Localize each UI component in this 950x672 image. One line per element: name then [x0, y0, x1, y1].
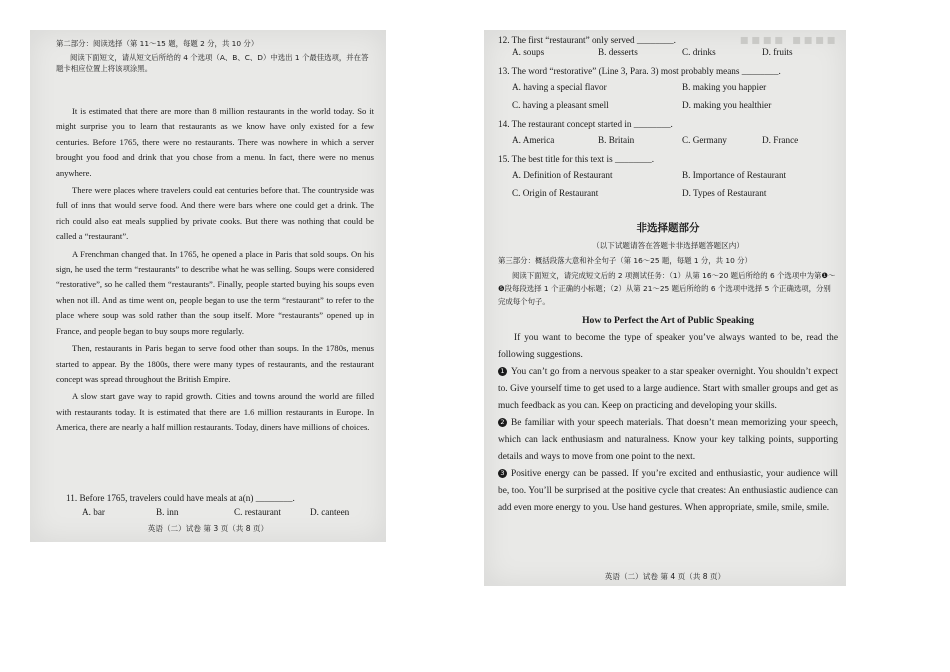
- non-choice-section: [498, 220, 838, 517]
- question-12-stem: 12. The first “restaurant” only served ________.: [498, 35, 676, 45]
- number-1-icon: 1: [498, 367, 507, 376]
- watermark-mark: ▪▪▪▪ ▪▪▪▪: [739, 32, 838, 48]
- question-15-options-row1: [498, 170, 838, 184]
- passage-paragraph-3: A Frenchman changed that. In 1765, he opened a place in Paris that sold soups. On his sign, he used the term “restaurants” to describe what he was selling. Soups were considered “restorative”, so he called them “restaurants”. Finally, people started buying his soups even when not ill. And as time went on, people began to use the term “restaurant” to refer to the place where soup was sold rather than the soup itself. More “restaurants” opened up in France, and people began to buy soups more regularly.: [56, 248, 374, 336]
- point-text: You can’t go from a nervous speaker to a star speaker overnight. You shouldn’t expect to. Give yourself time to get used to a large audience. Start with smaller groups and get as much feedback as you can. Keep on practicing and developing your skills.: [498, 367, 838, 411]
- question-14-options: [498, 135, 838, 149]
- question-13-options-row1: [498, 82, 838, 96]
- article-point-3: [498, 466, 838, 517]
- passage-paragraph-4: Then, restaurants in Paris began to serve food other than soups. In the 1780s, menus started to appear. By the 1800s, there were many types of restaurants, and the restaurant concept was spread throughout the British Empire.: [56, 343, 374, 384]
- part3-instruction: 阅读下面短文，请完成短文后的 2 项测试任务：（1）从第 16～20 题后所给的 6 个选项中为第❶～❺段每段选择 1 个正确的小标题；（2）从第 21～25 题后所给的 6 个选项中选择 5 个正确选项，分别完成每个句子。: [498, 271, 836, 306]
- left-content: [56, 38, 374, 436]
- option-b: B. Britain: [598, 135, 635, 145]
- passage-paragraph-5: A slow start gave way to rapid growth. Cities and towns around the world are filled with restaurants today. It is estimated that there are 1.6 million restaurants in Europe. In America, there are nearly a half million restaurants. Today, diners have millions of choices.: [56, 391, 374, 433]
- point-text: Be familiar with your speech materials. That doesn’t mean memorizing your speech, which can lack enthusiasm and naturalness. Know your key talking points, supporting details and ways to move from one point to the next.: [498, 418, 838, 462]
- option-c: C. Germany: [682, 135, 727, 145]
- option-b: B. Importance of Restaurant: [682, 170, 787, 180]
- option-a: A. having a special flavor: [512, 82, 607, 92]
- question-13-stem: 13. The word “restorative” (Line 3, Para. 3) most probably means ________.: [498, 66, 781, 76]
- section-title: 非选择题部分: [636, 222, 700, 234]
- article-intro: If you want to become the type of speaker you’ve always wanted to be, read the following suggestions.: [498, 333, 838, 360]
- option-b: B. desserts: [598, 47, 638, 57]
- option-c: C. drinks: [682, 47, 716, 57]
- page-footer: 英语（二）试卷 第 3 页（共 8 页）: [147, 524, 269, 533]
- number-2-icon: 2: [498, 418, 507, 427]
- question-11: [66, 492, 376, 521]
- question-12-options: [498, 47, 838, 61]
- number-3-icon: 3: [498, 469, 507, 478]
- option-d: D. making you healthier: [682, 100, 772, 110]
- question-15-stem: 15. The best title for this text is ________.: [498, 154, 655, 164]
- question-stem: 11. Before 1765, travelers could have meals at a(n) ________.: [66, 493, 295, 503]
- part3-title: 第三部分：概括段落大意和补全句子（第 16～25 题，每题 1 分，共 10 分）: [498, 256, 752, 265]
- exam-page-4: [484, 30, 846, 586]
- question-15-options-row2: [498, 188, 838, 202]
- exam-page-3: [30, 30, 386, 542]
- article-point-1: [498, 364, 838, 415]
- option-d: D. canteen: [310, 507, 350, 517]
- article-point-2: [498, 415, 838, 466]
- section-note: （以下试题请答在答题卡非选择题答题区内）: [592, 241, 744, 250]
- option-c: C. Origin of Restaurant: [512, 188, 599, 198]
- option-d: D. Types of Restaurant: [682, 188, 767, 198]
- option-a: A. bar: [82, 507, 105, 517]
- questions-12-15: [498, 34, 838, 202]
- option-b: B. inn: [156, 507, 179, 517]
- option-a: A. soups: [512, 47, 545, 57]
- option-c: C. having a pleasant smell: [512, 100, 609, 110]
- passage-paragraph-2: There were places where travelers could eat centuries before that. The countryside was full of inns that would serve food. And there were bars where one could get a drink. The rich could also eat meals supplied by private cooks. But there was nothing that could be called a “restaurant”.: [56, 185, 374, 242]
- point-text: Positive energy can be passed. If you’re excited and enthusiastic, your audience will be, too. You’ll be surprised at the positive cycle that creates: An enthusiastic audience can add even more energy to you. Use hand gestures. When appropriate, smile, smile, smile.: [498, 469, 838, 513]
- question-14-stem: 14. The restaurant concept started in ________.: [498, 119, 673, 129]
- article-title: How to Perfect the Art of Public Speaking: [582, 315, 754, 326]
- part2-title: 第二部分：阅读选择（第 11～15 题，每题 2 分，共 10 分）: [56, 39, 259, 48]
- question-options: [66, 507, 376, 521]
- option-b: B. making you happier: [682, 82, 767, 92]
- page-footer: 英语（二）试卷 第 4 页（共 8 页）: [604, 572, 726, 581]
- part2-instruction: 阅读下面短文，请从短文后所给的 4 个选项（A、B、C、D）中选出 1 个最佳选项，并在答题卡相应位置上将该项涂黑。: [56, 53, 369, 73]
- option-d: D. fruits: [762, 47, 793, 57]
- passage-paragraph-1: It is estimated that there are more than 8 million restaurants in the world today. So it might surprise you to learn that restaurants as we know have only existed for a few centuries. Before 1765, there were no restaurants. There was nowhere in which a server brought you food and drink that you chose from a menu. In fact, there were no menus anywhere.: [56, 106, 374, 178]
- option-c: C. restaurant: [234, 507, 281, 517]
- option-a: A. Definition of Restaurant: [512, 170, 613, 180]
- question-13-options-row2: [498, 100, 838, 114]
- option-d: D. France: [762, 135, 799, 145]
- option-a: A. America: [512, 135, 555, 145]
